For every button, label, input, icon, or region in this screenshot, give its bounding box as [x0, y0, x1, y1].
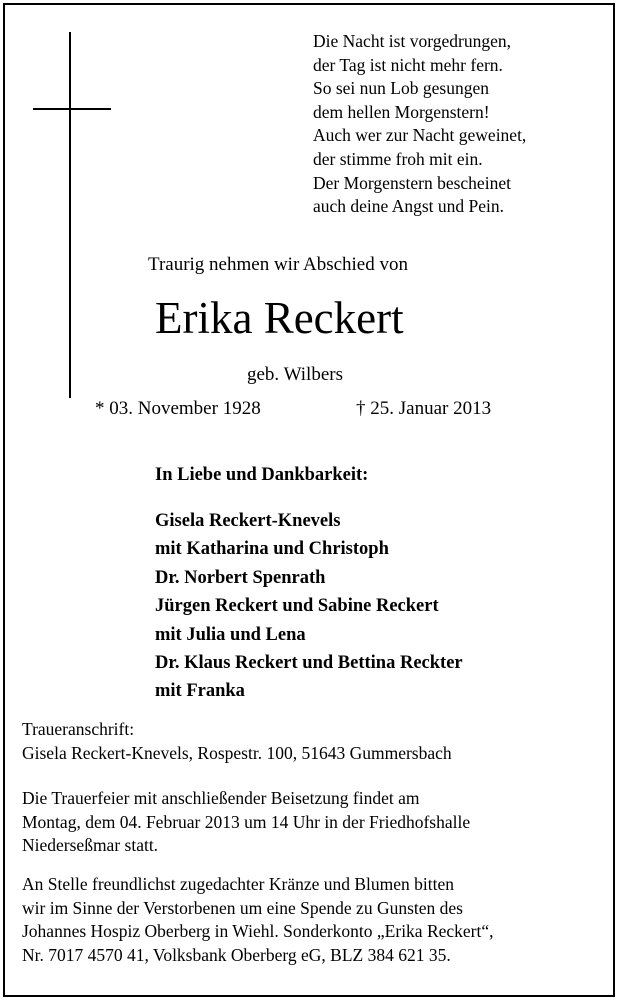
family-line: mit Katharina und Christoph [155, 539, 389, 560]
farewell-intro-text: Traurig nehmen wir Abschied von [148, 254, 408, 275]
funeral-service-info [22, 787, 470, 858]
maiden-name: geb. Wilbers [247, 364, 343, 385]
family-line: Dr. Klaus Reckert und Bettina Reckter [155, 653, 463, 674]
family-heading: In Liebe und Dankbarkeit: [155, 465, 369, 485]
poem-line: Die Nacht ist vorgedrungen, [313, 31, 511, 51]
service-line: Niederseßmar statt. [22, 835, 159, 856]
birth-date: * 03. November 1928 [95, 398, 261, 419]
donation-line: Nr. 7017 4570 41, Volksbank Oberberg eG, BLZ 384 621 35. [22, 944, 451, 965]
poem [313, 30, 526, 219]
family-line: mit Franka [155, 681, 245, 702]
donation-line: wir im Sinne der Verstorbenen um eine Spende zu Gunsten des [22, 897, 463, 918]
service-line: Montag, dem 04. Februar 2013 um 14 Uhr in der Friedhofshalle [22, 811, 471, 832]
service-line: Die Trauerfeier mit anschließender Beisetzung findet am [22, 788, 420, 808]
family-list [155, 507, 463, 706]
donation-info [22, 873, 494, 967]
cross-vertical-bar [69, 32, 71, 398]
mourning-address [22, 718, 452, 765]
poem-line: So sei nun Lob gesungen [313, 78, 489, 99]
donation-line: Johannes Hospiz Oberberg in Wiehl. Sonderkonto „Erika Reckert“, [22, 921, 494, 942]
family-line: Dr. Norbert Spenrath [155, 567, 326, 588]
poem-line: Der Morgenstern bescheinet [313, 172, 511, 193]
address-line: Gisela Reckert-Knevels, Rospestr. 100, 51643 Gummersbach [22, 742, 452, 763]
poem-line: auch deine Angst und Pein. [313, 196, 505, 217]
address-label: Traueranschrift: [22, 719, 135, 739]
donation-line: An Stelle freundlichst zugedachter Kränze und Blumen bitten [22, 874, 455, 894]
poem-line: der stimme froh mit ein. [313, 148, 483, 169]
death-date: † 25. Januar 2013 [356, 398, 492, 419]
family-line: Gisela Reckert-Knevels [155, 511, 341, 531]
deceased-name: Erika Reckert [155, 293, 404, 343]
poem-line: der Tag ist nicht mehr fern. [313, 54, 503, 75]
cross-horizontal-bar [33, 108, 111, 110]
family-line: Jürgen Reckert und Sabine Reckert [155, 596, 439, 617]
family-line: mit Julia und Lena [155, 624, 306, 645]
poem-line: dem hellen Morgenstern! [313, 101, 490, 122]
poem-line: Auch wer zur Nacht geweinet, [313, 125, 527, 146]
